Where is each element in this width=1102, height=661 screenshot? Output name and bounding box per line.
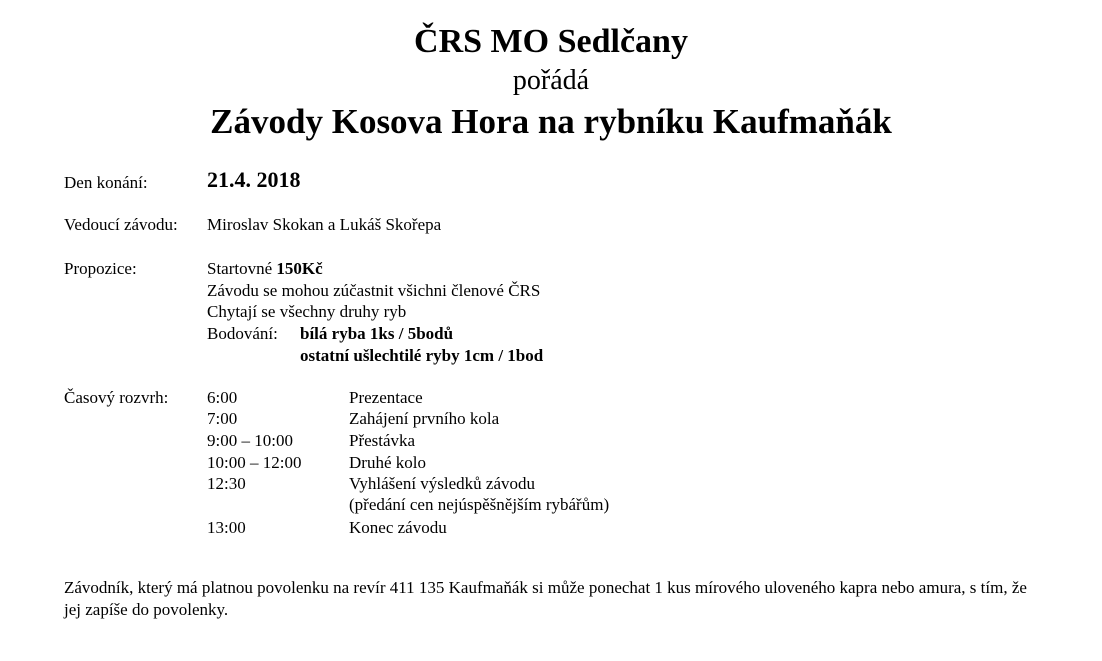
scoring-rule-1: bílá ryba 1ks / 5bodů	[300, 324, 454, 343]
event-title: Závody Kosova Hora na rybníku Kaufmaňák	[210, 102, 892, 141]
schedule-activity: Zahájení prvního kola	[349, 409, 500, 428]
date-label: Den konání:	[64, 173, 148, 192]
schedule-activity: Prezentace	[349, 388, 423, 407]
schedule-label: Časový rozvrh:	[64, 388, 169, 407]
schedule-activity: Vyhlášení výsledků závodu	[349, 474, 536, 493]
schedule-time: 6:00	[207, 388, 238, 407]
entry-fee-prefix: Startovné	[207, 259, 277, 278]
scoring-rule-2: ostatní ušlechtilé ryby 1cm / 1bod	[300, 346, 544, 365]
leaders-label: Vedoucí závodu:	[64, 215, 178, 234]
entry-fee-value: 150Kč	[276, 259, 323, 278]
schedule-time: 12:30	[207, 474, 246, 493]
schedule-time: 10:00 – 12:00	[207, 453, 302, 472]
schedule-activity: Druhé kolo	[349, 453, 426, 472]
eligibility-text: Závodu se mohou zúčastnit všichni členové ČRS	[207, 281, 541, 300]
schedule-activity: Přestávka	[349, 431, 416, 450]
entry-fee	[207, 258, 323, 280]
species-text: Chytají se všechny druhy ryb	[207, 302, 407, 321]
schedule-time: 13:00	[207, 518, 246, 537]
schedule-activity-note: (předání cen nejúspěšnějším rybářům)	[349, 495, 610, 514]
organizer-heading: ČRS MO Sedlčany	[414, 23, 688, 60]
schedule-activity: Konec závodu	[349, 518, 447, 537]
leaders-value: Miroslav Skokan a Lukáš Skořepa	[207, 215, 442, 234]
scoring-label: Bodování:	[207, 324, 278, 343]
footer-note: Závodník, který má platnou povolenku na revír 411 135 Kaufmaňák si může ponechat 1 kus mírového uloveného kapra nebo amura, s tím, že jej zapíše do povolenky.	[64, 578, 1027, 619]
rules-label: Propozice:	[64, 259, 137, 278]
date-value: 21.4. 2018	[207, 167, 301, 192]
organizes-subheading: pořádá	[512, 65, 590, 96]
schedule-time: 7:00	[207, 409, 238, 428]
schedule-time: 9:00 – 10:00	[207, 431, 293, 450]
